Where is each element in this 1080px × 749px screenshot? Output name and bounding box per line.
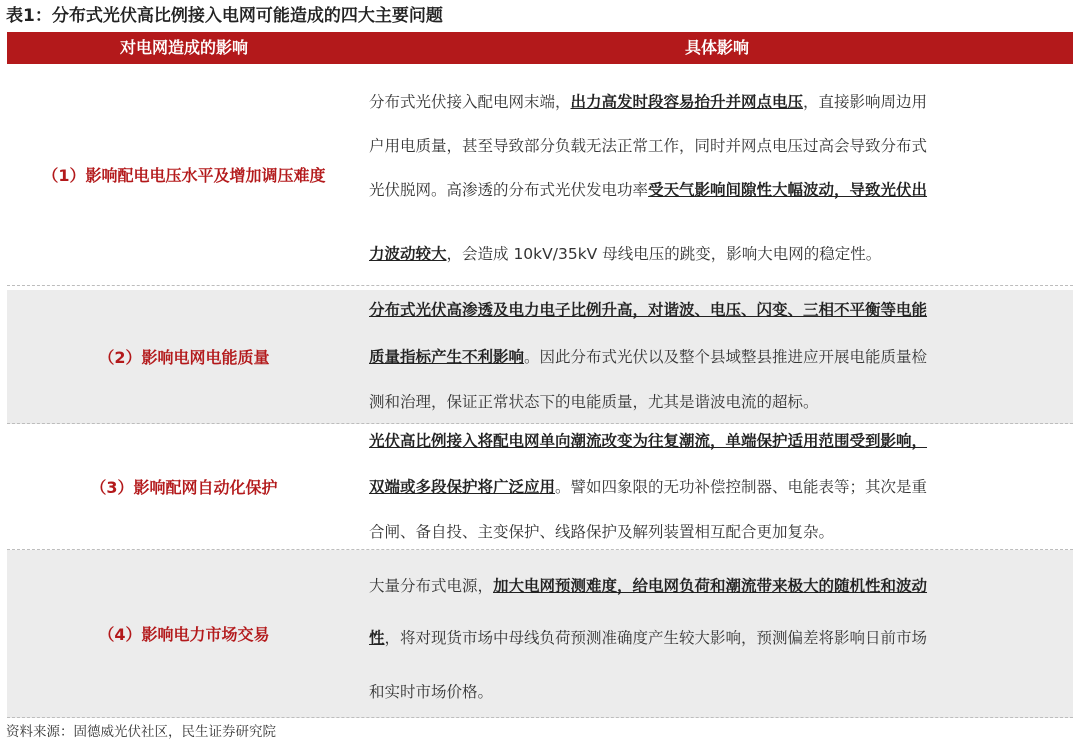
- detail-text: ，直接影响周边用: [803, 93, 928, 111]
- detail-text: 和实时市场价格。: [369, 683, 494, 701]
- detail-emphasis: 性: [369, 629, 385, 647]
- detail-text: 分布式光伏接入配电网末端，: [369, 93, 571, 111]
- impact-label: （1）影响配电电压水平及增加调压难度: [42, 166, 326, 185]
- impact-label: （4）影响电力市场交易: [98, 625, 270, 644]
- detail-emphasis: 力波动较大: [369, 245, 447, 263]
- impact-label: （2）影响电网电能质量: [98, 348, 270, 367]
- table-row: [7, 64, 1073, 286]
- impact-detail: [369, 564, 1059, 714]
- detail-emphasis: 分布式光伏高渗透及电力电子比例升高，对谐波、电压、闪变、三相不平衡等电能: [369, 301, 928, 319]
- detail-text: 光伏脱网。高渗透的分布式光伏发电功率: [369, 181, 649, 199]
- detail-text: ，将对现货市场中母线负荷预测准确度产生较大影响，预测偏差将影响日前市场: [384, 629, 928, 647]
- impact-label: （3）影响配网自动化保护: [90, 478, 278, 497]
- detail-text: 大量分布式电源，: [369, 577, 494, 595]
- detail-emphasis: 双端或多段保护将广泛应用: [369, 478, 556, 496]
- detail-text: 测和治理，保证正常状态下的电能质量，尤其是谐波电流的超标。: [369, 393, 819, 411]
- table-header: [7, 32, 1073, 64]
- table-title: 表1：分布式光伏高比例接入电网可能造成的四大主要问题: [6, 6, 443, 26]
- detail-text: 。譬如四象限的无功补偿控制器、电能表等；其次是重: [555, 478, 928, 496]
- detail-text: 合闸、备自投、主变保护、线路保护及解列装置相互配合更加复杂。: [369, 523, 835, 541]
- table-row: [7, 550, 1073, 718]
- detail-emphasis: 加大电网预测难度，给电网负荷和潮流带来极大的随机性和波动: [493, 577, 928, 595]
- detail-emphasis: 受天气影响间隙性大幅波动，导致光伏出: [648, 181, 928, 199]
- table-row: [7, 424, 1073, 550]
- detail-text: ，会造成 10kV/35kV 母线电压的跳变，影响大电网的稳定性。: [446, 245, 882, 263]
- table-row: [7, 290, 1073, 424]
- detail-emphasis: 出力高发时段容易抬升并网点电压: [570, 93, 804, 111]
- source-note: 资料来源：固德威光伏社区，民生证券研究院: [6, 724, 276, 740]
- header-impact-column: 对电网造成的影响: [119, 38, 248, 57]
- detail-text: 。因此分布式光伏以及整个县域整县推进应开展电能质量检: [524, 348, 928, 366]
- detail-text: 户用电质量，甚至导致部分负载无法正常工作，同时并网点电压过高会导致分布式: [369, 137, 928, 155]
- impact-detail: [369, 290, 1059, 424]
- impact-detail: [369, 424, 1059, 550]
- impact-detail: [369, 80, 1059, 276]
- detail-emphasis: 质量指标产生不利影响: [369, 348, 525, 366]
- detail-emphasis: 光伏高比例接入将配电网单向潮流改变为往复潮流，单端保护适用范围受到影响，: [369, 432, 928, 450]
- header-detail-column: 具体影响: [684, 38, 749, 57]
